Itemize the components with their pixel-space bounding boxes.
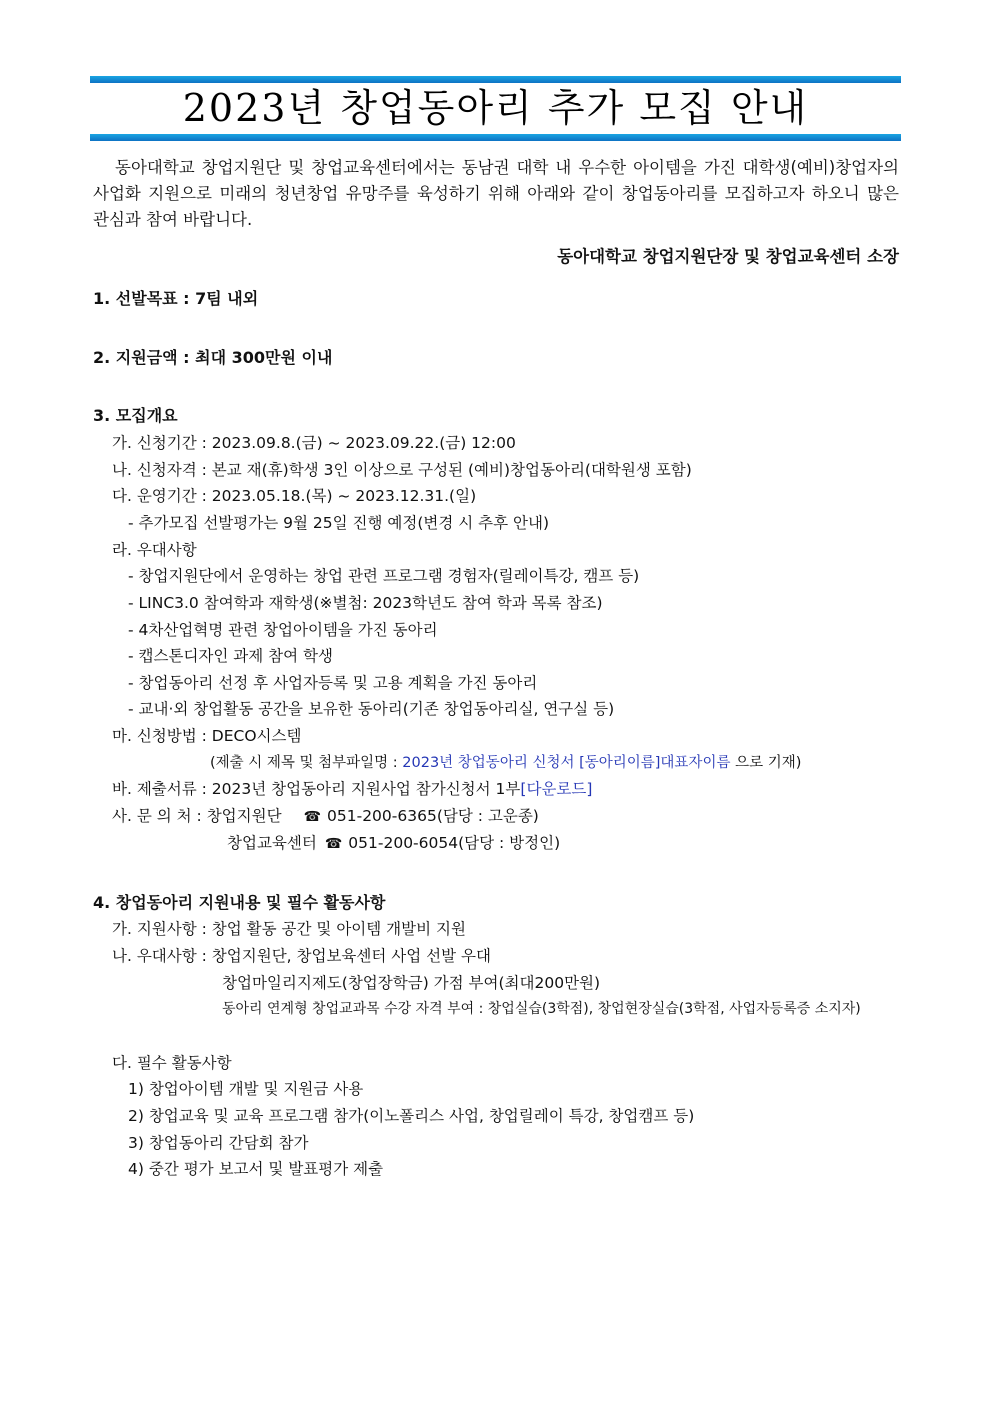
s3-preferences-heading: 라. 우대사항	[112, 541, 197, 559]
section-1-heading: 1. 선발목표 : 7팀 내외	[93, 289, 259, 308]
s3-preference-item: - LINC3.0 참여학과 재학생(※별첨: 2023학년도 참여 학과 목록 참조)	[128, 594, 603, 612]
title-top-bar	[90, 76, 901, 83]
s4-support: 가. 지원사항 : 창업 활동 공간 및 아이템 개발비 지원	[112, 920, 466, 938]
s3-documents	[112, 778, 592, 800]
s3-operation-note: - 추가모집 선발평가는 9월 25일 진행 예정(변경 시 추후 안내)	[128, 514, 550, 532]
section-2-heading: 2. 지원금액 : 최대 300만원 이내	[93, 348, 333, 367]
contact-label: 사. 문 의 처 :	[112, 807, 207, 825]
s4-preferences: 나. 우대사항 : 창업지원단, 창업보육센터 사업 선발 우대	[112, 947, 491, 965]
section-3-heading: 3. 모집개요	[93, 406, 178, 425]
s3-preference-item: - 4차산업혁명 관련 창업아이템을 가진 동아리	[128, 621, 438, 639]
s4-required-item: 2) 창업교육 및 교육 프로그램 참가(이노폴리스 사업, 창업릴레이 특강, 창업캠프 등)	[128, 1107, 695, 1125]
s3-preference-item: - 창업동아리 선정 후 사업자등록 및 고용 계획을 가진 동아리	[128, 674, 538, 692]
filename-note-suffix: 으로 기재)	[730, 755, 802, 771]
s3-preference-item: - 교내·외 창업활동 공간을 보유한 동아리(기존 창업동아리실, 연구실 등)	[128, 700, 615, 718]
intro-paragraph: 동아대학교 창업지원단 및 창업교육센터에서는 동남권 대학 내 우수한 아이템을 가진 대학생(예비)창업자의 사업화 지원으로 미래의 청년창업 유망주를 육성하기 위해 아래와 같이 창업동아리를 모집하고자 하오니 많은 관심과 참여 바랍니다.	[93, 158, 899, 229]
contact-phone: 051-200-6365(담당 : 고운종)	[327, 807, 539, 825]
title-bottom-bar	[90, 134, 901, 141]
section-4-heading: 4. 창업동아리 지원내용 및 필수 활동사항	[93, 893, 386, 912]
download-link[interactable]: [다운로드]	[520, 780, 593, 798]
s3-contact-row	[112, 805, 539, 828]
s4-preference-line: 동아리 연계형 창업교과목 수강 자격 부여 : 창업실습(3학점), 창업현장실습(3학점, 사업자등록증 소지자)	[222, 1001, 861, 1017]
contact-org: 창업교육센터	[227, 834, 317, 852]
phone-icon: ☎	[303, 809, 322, 825]
s3-application-method: 마. 신청방법 : DECO시스템	[112, 727, 302, 745]
s3-operation-period: 다. 운영기간 : 2023.05.18.(목) ~ 2023.12.31.(일)	[112, 487, 477, 505]
signer-line: 동아대학교 창업지원단장 및 창업교육센터 소장	[557, 247, 899, 266]
filename-note-prefix: (제출 시 제목 및 첨부파일명 :	[210, 755, 403, 771]
phone-icon: ☎	[324, 836, 343, 852]
s4-required-item: 3) 창업동아리 간담회 참가	[128, 1134, 309, 1152]
s3-application-period: 가. 신청기간 : 2023.09.8.(금) ~ 2023.09.22.(금) 12:00	[112, 434, 516, 452]
filename-format-text: 2023년 창업동아리 신청서 [동아리이름]대표자이름	[402, 755, 731, 771]
s3-eligibility: 나. 신청자격 : 본교 재(휴)학생 3인 이상으로 구성된 (예비)창업동아리(대학원생 포함)	[112, 461, 692, 479]
page-title: 2023년 창업동아리 추가 모집 안내	[182, 86, 809, 130]
s4-required-item: 4) 중간 평가 보고서 및 발표평가 제출	[128, 1160, 384, 1178]
s4-required-heading: 다. 필수 활동사항	[112, 1054, 232, 1072]
s3-preference-item: - 창업지원단에서 운영하는 창업 관련 프로그램 경험자(릴레이특강, 캠프 등)	[128, 567, 640, 585]
s3-filename-note	[210, 752, 801, 774]
contact-org: 창업지원단	[206, 807, 282, 825]
documents-text: 바. 제출서류 : 2023년 창업동아리 지원사업 참가신청서 1부	[112, 780, 521, 798]
s3-contact-row	[227, 832, 560, 855]
s4-required-item: 1) 창업아이템 개발 및 지원금 사용	[128, 1080, 364, 1098]
contact-phone: 051-200-6054(담당 : 방정인)	[348, 834, 561, 852]
s3-preference-item: - 캡스톤디자인 과제 참여 학생	[128, 647, 333, 665]
s4-preference-line: 창업마일리지제도(창업장학금) 가점 부여(최대200만원)	[222, 974, 601, 992]
